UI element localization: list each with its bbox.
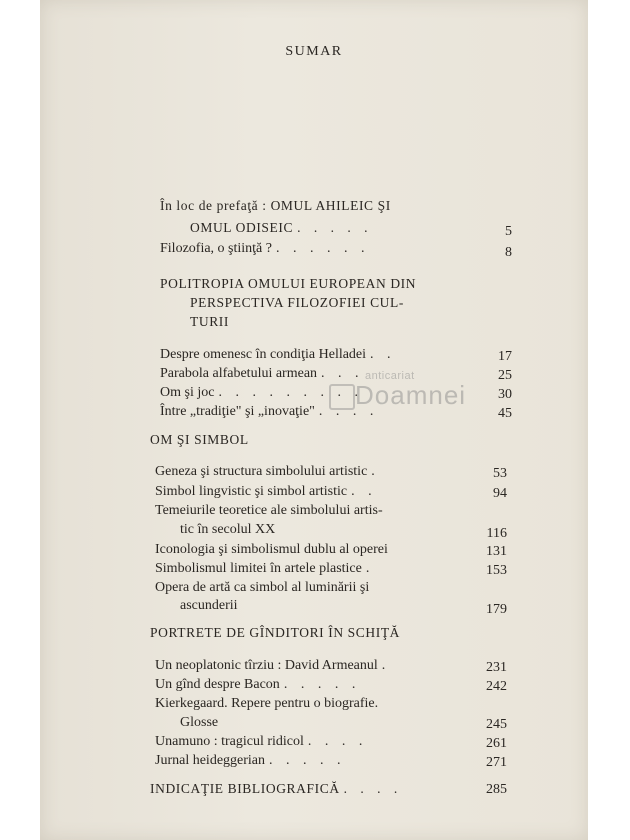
toc-page-number: 242 — [486, 679, 507, 694]
toc-section-heading: INDICAŢIE BIBLIOGRAFICĂ . . . . — [150, 781, 403, 796]
toc-entry-text: Unamuno : tragicul ridicol . . . . — [155, 734, 368, 749]
toc-section-heading: TURII — [190, 314, 229, 329]
toc-page-number: 25 — [498, 368, 512, 383]
toc-page-number: 53 — [493, 466, 507, 481]
toc-page-number: 261 — [486, 736, 507, 751]
toc-entry-text: Geneza şi structura simbolului artistic . — [155, 464, 380, 479]
book-page — [40, 0, 588, 840]
toc-page-number: 5 — [505, 224, 512, 239]
toc-entry-text: Un neoplatonic tîrziu : David Armeanul . — [155, 658, 391, 673]
toc-entry-text: Un gînd despre Bacon . . . . . — [155, 677, 361, 692]
toc-page-number: 271 — [486, 755, 507, 770]
toc-page-number: 231 — [486, 660, 507, 675]
toc-entry-text: Simbol lingvistic şi simbol artistic . . — [155, 484, 377, 499]
toc-page-number: 8 — [505, 245, 512, 260]
toc-page-number: 30 — [498, 387, 512, 402]
toc-page-number: 17 — [498, 349, 512, 364]
toc-entry-text: Filozofia, o ştiinţă ? . . . . . . — [160, 241, 370, 256]
toc-page-number: 179 — [486, 602, 507, 617]
toc-section-heading: PERSPECTIVA FILOZOFIEI CUL- — [190, 295, 404, 310]
toc-page-number: 153 — [486, 563, 507, 578]
toc-entry-text: Opera de artă ca simbol al luminării şi — [155, 580, 370, 595]
toc-entry-text: În loc de prefaţă : OMUL AHILEIC ŞI — [160, 198, 391, 213]
toc-section-heading: PORTRETE DE GÎNDITORI ÎN SCHIŢĂ — [150, 625, 401, 640]
toc-page-number: 94 — [493, 486, 507, 501]
toc-entry-text: Parabola alfabetului armean . . . — [160, 366, 364, 381]
toc-entry-text: Temeiurile teoretice ale simbolului artis- — [155, 503, 383, 518]
toc-section-heading: OM ŞI SIMBOL — [150, 432, 249, 447]
toc-entry-text: Între „tradiţie" şi „inovaţie" . . . . — [160, 404, 379, 419]
toc-entry-text: Glosse — [180, 715, 219, 730]
toc-entry-text: Iconologia şi simbolismul dublu al operei — [155, 542, 388, 557]
toc-entry-text: Despre omenesc în condiţia Helladei . . — [160, 347, 396, 362]
watermark-main-text: Doamnei — [355, 380, 467, 410]
toc-entry-text: OMUL ODISEIC . . . . . — [190, 220, 373, 235]
toc-page-number: 285 — [486, 782, 507, 797]
toc-page-number: 245 — [486, 717, 507, 732]
watermark-top-text: anticariat — [365, 370, 415, 382]
page-title: SUMAR — [285, 44, 343, 59]
toc-entry-text: Om şi joc . . . . . . . . . — [160, 385, 363, 400]
toc-entry-text: Jurnal heideggerian . . . . . — [155, 753, 346, 768]
toc-entry-text: Simbolismul limitei în artele plastice . — [155, 561, 375, 576]
toc-section-heading: POLITROPIA OMULUI EUROPEAN DIN — [160, 276, 417, 291]
toc-page-number: 131 — [486, 544, 507, 559]
toc-page-number: 116 — [486, 526, 507, 541]
toc-entry-text: ascunderii — [180, 598, 238, 613]
toc-entry-text: tic în secolul XX — [180, 522, 276, 537]
toc-page-number: 45 — [498, 406, 512, 421]
toc-entry-text: Kierkegaard. Repere pentru o biografie. — [155, 696, 379, 711]
book-icon — [329, 384, 355, 410]
watermark-logo — [335, 370, 467, 411]
